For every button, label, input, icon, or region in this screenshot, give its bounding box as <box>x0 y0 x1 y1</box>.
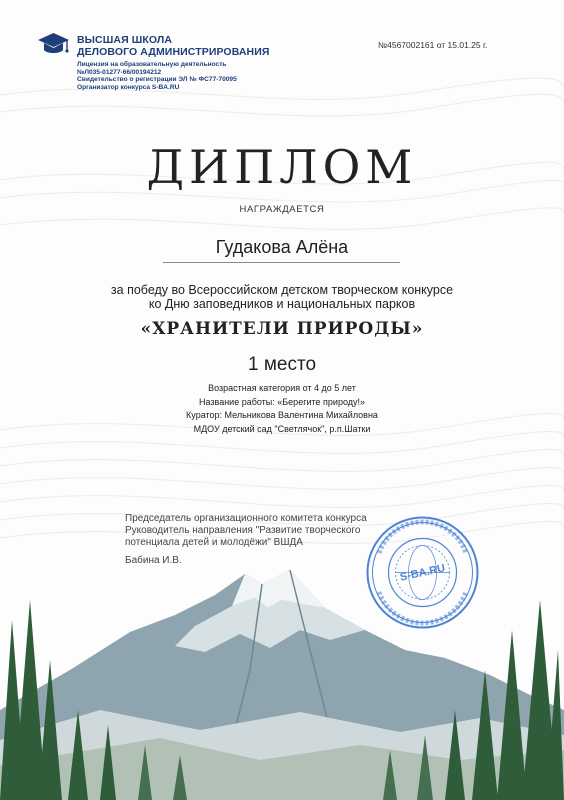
participant-info <box>0 382 564 436</box>
registration-certificate: Свидетельство о регистрации ЭЛ № ФС77-70095 <box>77 76 237 84</box>
signer-name: Бабина И.В. <box>125 555 182 566</box>
organization-name-line1: ВЫСШАЯ ШКОЛА <box>77 34 173 46</box>
description-line1: за победу во Всероссийском детском творческом конкурсе <box>110 283 454 297</box>
signature-line2: Руководитель направления "Развитие творческого <box>125 525 361 536</box>
license-number: №Л035-01277-66/00194212 <box>77 68 162 76</box>
diploma-title: ДИПЛОМ <box>146 140 418 194</box>
license-label: Лицензия на образовательную деятельность <box>77 61 227 68</box>
place-title: 1 место <box>247 354 317 375</box>
mountain-forest-illustration <box>0 560 564 800</box>
graduation-cap-logo-icon <box>37 31 70 59</box>
contest-organizer: Организатор конкурса S-BA.RU <box>77 83 180 91</box>
signature-block <box>125 513 367 567</box>
recipient-name: Гудакова Алёна <box>215 237 349 257</box>
work-title: Название работы: «Берегите природу!» <box>198 396 366 407</box>
award-description <box>0 283 564 311</box>
organization-name <box>77 34 270 58</box>
awarded-label: НАГРАЖДАЕТСЯ <box>239 204 325 215</box>
curator-name: Куратор: Мельникова Валентина Михайловна <box>186 410 378 420</box>
institution-name: МДОУ детский сад "Светлячок", р.п.Шатки <box>193 423 371 434</box>
organization-name-line2: ДЕЛОВОГО АДМИНИСТРИРОВАНИЯ <box>77 46 270 58</box>
contest-name: «ХРАНИТЕЛИ ПРИРОДЫ» <box>140 319 424 339</box>
description-line2: ко Дню заповедников и национальных парков <box>148 297 416 311</box>
signature-line3: потенциала детей и молодёжи" ВШДА <box>125 537 303 548</box>
age-category: Возрастная категория от 4 до 5 лет <box>208 383 356 393</box>
document-number: №4567002161 от 15.01.25 г. <box>378 40 488 50</box>
recipient-underline <box>163 262 400 263</box>
organization-details <box>77 61 237 91</box>
signature-line1: Председатель организационного комитета конкурса <box>125 513 367 524</box>
stamp-text: S-BA.RU <box>398 562 447 584</box>
